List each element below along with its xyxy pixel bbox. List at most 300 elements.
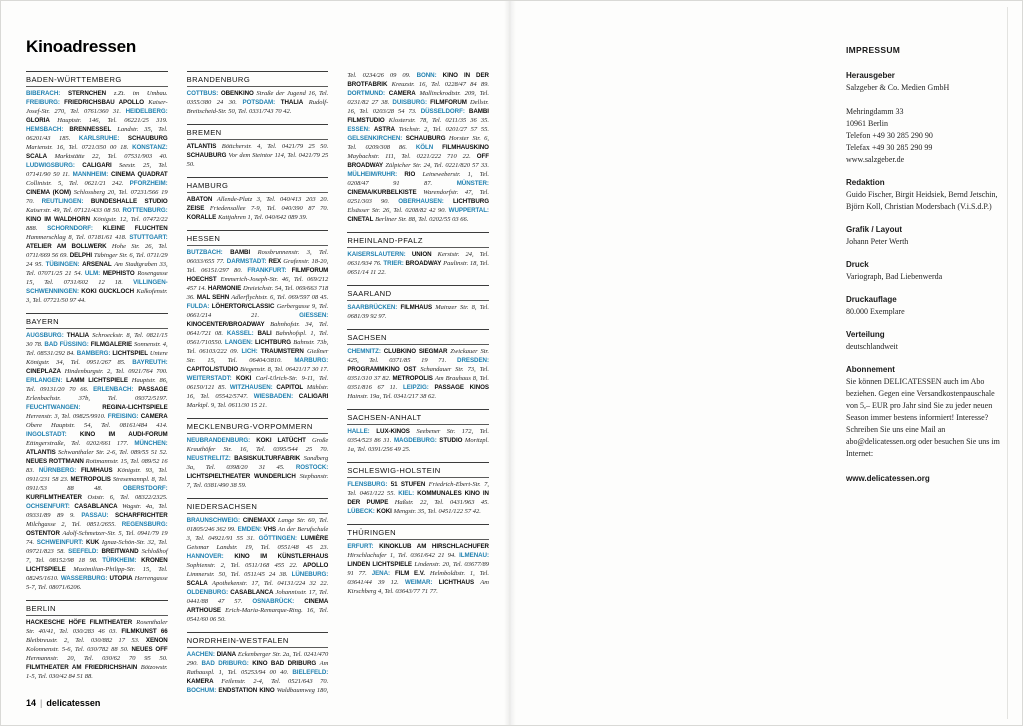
impressum-line: Mehringdamm 33: [846, 107, 904, 116]
section: [347, 285, 489, 321]
city-name: TRIER:: [383, 260, 404, 267]
section-entries: [347, 303, 489, 321]
venue-address: Wagstr. 4a, Tel. 09331/89 89 9.: [26, 503, 168, 519]
venue-name: LICHTSPIELTHEATER WUNDERLICH: [186, 473, 296, 480]
venue-name: SCHAUBURG: [186, 152, 227, 159]
venue-name: LINDEN LICHTSPIELE: [347, 561, 413, 568]
venue-address: Grafenstr. 18-20, Tel. 06151/297 80.: [186, 258, 329, 274]
venue-name: CINEMA/KURBELKISTE: [347, 189, 417, 196]
venue-address: Königstr. 93, Tel. 0911/231 58 23.: [26, 467, 168, 483]
section-entries: [187, 516, 329, 624]
venue-name: CAPITOL: [276, 384, 304, 391]
venue-address: Rottmannstr. 15, Tel. 089/52 16 83.: [26, 458, 168, 474]
city-name: BAYREUTH:: [132, 359, 168, 366]
venue-address: Zülpicher Str. 24, Tel. 0221/820 57 33.: [385, 162, 489, 169]
impressum-line: [846, 94, 1008, 106]
venue-address: Böttcherstr. 4, Tel. 0421/79 25 50.: [221, 143, 329, 150]
venue-address: Limmerstr. 50, Tel. 0511/45 24 38.: [186, 571, 288, 578]
venue-address: Allende-Platz 3, Tel. 040/413 203 20.: [216, 196, 329, 203]
section-entries: [347, 542, 489, 596]
venue-address: Schandauer Str. 73, Tel. 0351/310 37 82.: [347, 366, 489, 382]
venue-address: Am Rathauspl. 1, Tel. 05253/94 00 40.: [186, 660, 329, 676]
venue-name: KURFILMTHEATER: [26, 494, 82, 501]
venue-name: FILM E.V.: [394, 570, 425, 577]
city-name: HALLE:: [347, 428, 370, 435]
section: [187, 71, 329, 116]
venue-name: DIANA: [216, 651, 237, 658]
venue-address: Landstr. 35, Tel. 06201/43 185.: [26, 126, 168, 142]
venue-address: Friedrich-Ebert-Str. 7, Tel. 0461/122 55.: [347, 481, 489, 497]
city-name: MANNHEIM:: [72, 171, 109, 178]
venue-name: KINO IN DER BROTFABRIK: [347, 72, 489, 88]
city-name: EMDEN:: [237, 526, 262, 533]
venue-name: LUX-KINOS: [376, 428, 410, 435]
city-name: SCHORNDORF:: [47, 225, 93, 232]
venue-address: Hindenburgstr. 2, Tel. 0921/764 700.: [64, 368, 168, 375]
venue-address: Klosterstr. 78, Tel. 0211/35 36 35.: [388, 117, 489, 124]
impressum-block: [846, 260, 1008, 283]
impressum-block: [846, 365, 1008, 460]
section: [187, 230, 329, 410]
venue-name: APOLLO: [302, 562, 329, 569]
section-entries: [187, 142, 329, 169]
section-entries: [187, 89, 329, 116]
city-name: SAARBRÜCKEN:: [347, 304, 398, 311]
section-heading: HAMBURG: [187, 177, 329, 193]
venue-address: Kreuzstr. 16, Tel. 0228/47 84 89.: [391, 81, 489, 88]
section-heading: NORDRHEIN-WESTFALEN: [187, 632, 329, 648]
venue-address: Obere Hauptstr. 54, Tel. 08161/484 414.: [26, 422, 168, 429]
venue-name: ENDSTATION KINO: [218, 687, 275, 694]
venue-name: KINO IM WALDHORN: [26, 216, 91, 223]
impressum-line: Telefon +49 30 285 290 90: [846, 131, 933, 140]
city-name: REGENSBURG:: [121, 521, 168, 528]
venue-name: SCHARFRICHTER: [115, 512, 168, 519]
impressum-heading: IMPRESSUM: [846, 45, 901, 55]
city-name: AACHEN:: [186, 651, 215, 658]
city-name: FREISING:: [107, 413, 139, 420]
section-entries: [26, 618, 168, 681]
venue-address: Sandberg 3a, Tel. 0398/20 31 45.: [186, 455, 329, 471]
city-name: KASSEL:: [226, 330, 254, 337]
city-name: COTTBUS:: [186, 90, 219, 97]
city-name: KIEL:: [398, 490, 415, 497]
venue-name: BRENNESSEL: [69, 126, 112, 133]
venue-name: CASABLANCA: [230, 589, 274, 596]
venue-address: Bahnstr. 73b, Tel. 06103/222 09.: [186, 339, 329, 355]
venue-address: Große Krauthöfer Str. 16, Tel. 0395/544 25 70.: [186, 437, 329, 453]
venue-address: Bahnhofspl. 1, Tel. 0561/710550.: [186, 330, 329, 346]
impressum-label: Redaktion: [846, 178, 885, 187]
venue-name: CAPITOL/STUDIO: [186, 366, 239, 373]
impressum-label: Grafik / Layout: [846, 225, 903, 234]
city-name: NÜRNBERG:: [38, 467, 77, 474]
venue-address: Gerbergasse 9, Tel. 0661/214 21.: [186, 303, 329, 319]
venue-name: NEUES OFF: [131, 646, 168, 653]
section: [187, 418, 329, 490]
section-entries: [347, 480, 489, 516]
venue-address: Hirschlachufer 1, Tel. 0361/642 21 94.: [347, 552, 456, 559]
venue-name: METROPOLIS: [70, 476, 111, 483]
venue-address: Stephanstr. 7, Tel. 0381/490 38 59.: [186, 473, 329, 489]
venue-address: Friedensallee 7-9, Tel. 040/390 87 70.: [209, 205, 329, 212]
impressum-block: [846, 71, 1008, 166]
venue-name: STERNCHEN: [68, 90, 107, 97]
page-footer: [26, 698, 100, 708]
section: [26, 71, 168, 305]
venue-address: An der Berufschule 3, Tel. 04921/91 55 31.: [186, 526, 329, 542]
venue-address: Horster Str. 6, Tel. 0209/308 86.: [347, 135, 489, 151]
venue-address: Mengstr. 35, Tel. 0451/122 57 42.: [393, 508, 481, 515]
venue-address: Geismar Landstr. 19, Tel. 0551/48 45 23.: [186, 544, 329, 551]
venue-address: Biegenstr. 8, Tel. 06421/17 30 17.: [240, 366, 329, 373]
venue-address: Collinistr. 5, Tel. 0621/21 242.: [26, 180, 124, 187]
venue-name: FILMTHEATER AM FRIEDRICHSHAIN: [26, 664, 138, 671]
venue-address: Ignaz-Schön-Str. 32, Tel. 09721/823 58.: [26, 539, 168, 555]
city-name: FLENSBURG:: [347, 481, 388, 488]
city-name: BONN:: [416, 72, 437, 79]
venue-name: THALIA: [280, 99, 304, 106]
venue-name: PASSAGE KINOS: [434, 384, 489, 391]
venue-name: CAMERA: [140, 413, 168, 420]
section: [26, 313, 168, 592]
venue-name: KLEINE FLUCHTEN: [102, 225, 168, 232]
city-name: GÖTTINGEN:: [258, 535, 297, 542]
venue-name: CINEPLAZA: [26, 368, 61, 375]
section: [347, 524, 489, 596]
impressum-line: Variograph, Bad Liebenwerda: [846, 272, 943, 281]
venue-name: CASABLANCA: [74, 503, 118, 510]
venue-address: Feilenstr. 2-4, Tel. 0521/643 70.: [221, 678, 329, 685]
city-name: MÜLHEIM/RUHR:: [347, 171, 398, 178]
section: [187, 498, 329, 624]
venue-name: NEUES ROTTMANN: [26, 458, 84, 465]
venue-name: BREITWAND: [101, 548, 139, 555]
venue-address: Maximilian-Philipp-Str. 15, Tel. 08245/1610.: [26, 566, 168, 582]
venue-address: Carl-Ulrich-Str. 9-11, Tel. 06150/121 85.: [186, 375, 329, 391]
page-title: Kinoadressen: [26, 37, 137, 56]
city-name: PASSAU:: [81, 512, 109, 519]
venue-address: z.Zt. im Umbau.: [113, 90, 168, 97]
venue-address: Marienstr. 16, Tel. 0721/350 00 18.: [26, 144, 129, 151]
venue-address: Hermannstr. 20, Tel. 030/62 70 95 50.: [26, 655, 168, 662]
city-name: SCHWEINFURT:: [36, 539, 84, 546]
city-name: WUPPERTAL:: [448, 207, 489, 214]
city-name: WASSERBURG:: [60, 575, 108, 582]
venue-address: Kolonnenstr. 5-6, Tel. 030/782 88 50.: [26, 646, 129, 653]
city-name: POTSDAM:: [242, 99, 276, 106]
venue-address: Adolf-Schmetzer-Str. 5, Tel. 0941/79 19 74.: [26, 530, 168, 546]
section-heading: SACHSEN-ANHALT: [347, 409, 489, 425]
city-name: OBERSTDORF:: [122, 485, 168, 492]
venue-address: Kaiser-Josef-Str. 270, Tel. 0761/360 31.: [26, 99, 168, 115]
venue-address: Maybachstr. 111, Tel. 0221/222 710 22.: [347, 153, 471, 160]
city-name: BAD FÜSSING:: [44, 341, 89, 348]
venue-address: Kaiserstr. 49, Tel. 07121/433 08 50.: [26, 207, 121, 214]
venue-address: Bahnhofstr. 34, Tel. 0641/721 08.: [186, 321, 329, 337]
venue-name: 51 STUFEN: [390, 481, 426, 488]
venue-address: Zwickauer Str. 425, Tel. 0371/85 19 71.: [347, 348, 489, 364]
venue-address: Dreieichstr. 54, Tel. 069/663 718 36.: [186, 285, 329, 301]
venue-address: Kerststr. 24, Tel. 0631/934 76.: [347, 251, 489, 267]
venue-address: Mühlstr. 16, Tel. 05542/5747.: [186, 384, 329, 400]
venue-name: KRONEN LICHTSPIELE: [26, 557, 168, 573]
venue-name: BAMBI FILMSTUDIO: [347, 108, 489, 124]
city-name: ILMENAU:: [459, 552, 489, 559]
impressum-text: Sie können DELICATESSEN auch im Abo beziehen. Gegen eine Versandkostenpauschale von 5,– EUR pro Jahr sind Sie zu jeder neuen Season immer bestens informiert! Interesse? Schreiben Sie uns eine Mail an abo@delicatessen.org oder besuchen Sie uns im Internet:: [846, 377, 1000, 458]
section-heading: BAYERN: [26, 313, 168, 329]
section-entries: [187, 195, 329, 222]
venue-name: DELPHI: [69, 252, 93, 259]
venue-name: HARMONIE: [207, 285, 242, 292]
venue-name: CINEMAXX: [242, 517, 276, 524]
city-name: FREIBURG:: [26, 99, 60, 106]
impressum-line: Johann Peter Werth: [846, 237, 909, 246]
venue-name: KINO IM AUDI-FORUM: [79, 431, 168, 438]
impressum-label: Druck: [846, 260, 869, 269]
venue-address: Dellstr. 16, Tel. 0203/28 54 73.: [347, 99, 489, 115]
venue-address: Haßstr. 22, Tel. 0431/963 45.: [394, 499, 489, 506]
section-entries: [347, 250, 489, 277]
section-heading: THÜRINGEN: [347, 524, 489, 540]
venue-name: CINEMA (KOM): [26, 189, 71, 196]
venue-name: LAMM LICHTSPIELE: [66, 377, 128, 384]
section-entries: [26, 89, 168, 305]
venue-name: LÖHERTOR/CLASSIC: [211, 303, 275, 310]
venue-address: Rossbrunnenstr. 3, Tel. 06033/655 77.: [186, 249, 329, 265]
venue-address: Adlerflychtstr. 6, Tel. 069/597 08 45.: [231, 294, 329, 301]
venue-name: ASTRA: [373, 126, 395, 133]
venue-address: Straße der Jugend 16, Tel. 0355/380 24 30.: [186, 90, 329, 106]
venue-address: Gießner Str. 15, Tel. 06404/3810.: [186, 348, 329, 364]
venue-name: MEPHISTO: [102, 270, 135, 277]
city-name: INGOLSTADT:: [26, 431, 67, 438]
city-name: PFORZHEIM:: [129, 180, 168, 187]
venue-address: Teichstr. 2, Tel. 0201/27 57 55.: [398, 126, 489, 133]
magazine-name: delicatessen: [46, 698, 101, 708]
venue-name: KINO BAD DRIBURG: [252, 660, 317, 667]
city-name: DÜSSELDORF:: [420, 108, 465, 115]
venue-address: Marktpl. 9, Tel. 0611/30 15 21.: [186, 402, 268, 409]
venue-address: Kalkofenstr. 3, Tel. 07721/50 97 44.: [26, 288, 168, 304]
venue-address: Oststr. 6, Tel. 08322/2325.: [87, 494, 168, 501]
city-name: MAGDEBURG:: [393, 437, 437, 444]
venue-name: OSTENTOR: [26, 530, 60, 537]
page-number: 14: [26, 698, 37, 708]
venue-name: CINETAL: [347, 216, 374, 223]
venue-address: Untere Königstr. 34, Tel. 0951/267 85.: [26, 350, 168, 366]
impressum-block: [846, 225, 1008, 248]
venue-address: Eckenberger Str. 2a, Tel. 0241/470 290.: [186, 651, 329, 667]
city-name: LICH:: [241, 348, 258, 355]
venue-address: Schwanthaler Str. 2-6, Tel. 089/55 51 52.: [58, 449, 168, 456]
city-name: KÖLN: [415, 144, 434, 151]
city-name: BAD DRIBURG:: [201, 660, 249, 667]
venue-name: FILMHAUS: [80, 467, 113, 474]
venue-name: LICHTBURG: [255, 339, 291, 346]
city-name: JENA:: [371, 570, 391, 577]
venue-address: Hainstr. 19a, Tel. 0341/217 38 62.: [347, 393, 437, 400]
city-name: BIELEFELD:: [292, 669, 329, 676]
venue-name: KORALLE: [186, 214, 217, 221]
venue-address: Hauptstr. 86, Tel. 09131/20 70 66.: [26, 377, 168, 393]
venue-address: Warendorfstr. 47, Tel. 0251/303 90.: [347, 189, 489, 205]
city-name: ESSEN:: [347, 126, 371, 133]
city-name: VILLINGEN-SCHWENNINGEN:: [26, 279, 168, 295]
section-entries: [187, 248, 329, 410]
venue-address: Herrengasse 5-7, Tel. 08071/6206.: [26, 575, 168, 591]
city-name: WIESBADEN:: [253, 393, 294, 400]
venue-name: FILMGALERIE: [90, 341, 133, 348]
city-name: HEIDELBERG:: [125, 108, 168, 115]
venue-address: Milchgasse 2, Tel. 0851/2655.: [26, 521, 117, 528]
venue-name: FILMHAUS: [400, 304, 433, 311]
city-name: ERLENBACH:: [93, 386, 134, 393]
venue-address: Kattjahren 1, Tel. 040/642 089 39.: [217, 214, 308, 221]
venue-address: Apothekenstr. 17, Tel. 04131/224 32 22.: [212, 580, 329, 587]
city-name: MARBURG:: [294, 357, 329, 364]
venue-name: KUK: [85, 539, 100, 546]
city-name: ULM:: [84, 270, 101, 277]
venue-name: BALI: [257, 330, 272, 337]
venue-address: Am Brauhaus 8, Tel. 0351/816 67 11.: [347, 375, 489, 391]
venue-name: KINOKLUB AM HIRSCHLACHUFER: [379, 543, 489, 550]
venue-address: Seebener Str. 172, Tel. 0354/523 86 31.: [347, 428, 489, 444]
venue-name: FILMFORUM: [430, 99, 467, 106]
venue-address: Waldbaumweg 180, Tel. 0234/26 09 09.: [276, 72, 411, 694]
venue-address: Lange Str. 60, Tel. 01805/246 362 99.: [186, 517, 329, 533]
venue-address: Hohe Str. 26, Tel. 0711/669 56 69.: [26, 243, 168, 259]
venue-address: Elsässer Str. 26, Tel. 0208/82 42 90.: [347, 207, 447, 214]
venue-address: Ettingerstraße, Tel. 0202/661 177.: [26, 440, 129, 447]
impressum-label: Herausgeber: [846, 71, 895, 80]
city-name: LEIPZIG:: [403, 384, 429, 391]
impressum-website: www.delicatessen.org: [846, 474, 930, 483]
section-entries: [347, 347, 489, 401]
venue-address: Seestr. 25, Tel. 07141/90 50 11.: [26, 162, 168, 178]
section-heading: NIEDERSACHSEN: [187, 498, 329, 514]
city-name: OLDENBURG:: [186, 589, 229, 596]
city-name: REUTLINGEN:: [41, 198, 84, 205]
city-name: STUTTGART:: [129, 234, 168, 241]
venue-name: ATLANTIS: [26, 449, 56, 456]
city-name: ERLANGEN:: [26, 377, 63, 384]
city-name: NEUBRANDENBURG:: [186, 437, 251, 444]
section-heading: BERLIN: [26, 600, 168, 616]
venue-address: Bötzowstr. 1-5, Tel. 030/42 84 51 88.: [26, 664, 168, 680]
venue-name: THALIA: [66, 332, 90, 339]
venue-address: Emmerich-Joseph-Str. 46, Tel. 069/212 457 14.: [186, 276, 329, 292]
venue-name: PASSAGE: [138, 386, 168, 393]
venue-name: CALIGARI: [298, 393, 329, 400]
venue-name: FRIEDRICHSBAU APOLLO: [64, 99, 145, 106]
venue-name: LICHTSPIEL: [112, 350, 148, 357]
venue-address: Johannisstr. 17, Tel. 0441/88 47 57.: [186, 589, 329, 605]
venue-name: SCHAUBURG: [405, 135, 446, 142]
city-name: BOCHUM:: [186, 687, 217, 694]
venue-name: KAMERA: [186, 678, 214, 685]
section-entries: [26, 331, 168, 592]
impressum-block: [846, 295, 1008, 318]
venue-name: REGINA-LICHTSPIELE: [102, 404, 168, 411]
venue-name: HACKESCHE HÖFE FILMTHEATER: [26, 619, 133, 626]
venue-name: CAMERA: [388, 90, 416, 97]
venue-name: GLORIA: [26, 117, 50, 124]
section-heading: BREMEN: [187, 124, 329, 140]
venue-name: OBENKINO: [220, 90, 254, 97]
venue-name: FILMKUNST 66: [121, 628, 168, 635]
city-name: CHEMNITZ:: [347, 348, 381, 355]
venue-name: CINEMA QUADRAT: [111, 171, 168, 178]
city-name: ERFURT:: [347, 543, 374, 550]
venue-address: Am Kirschberg 4, Tel. 03643/77 71 77.: [347, 579, 489, 595]
city-name: DARMSTADT:: [226, 258, 267, 265]
impressum: [846, 45, 1008, 483]
city-name: NEUSTRELITZ:: [186, 455, 231, 462]
venue-address: Paulinstr. 18, Tel. 0651/14 11 22.: [347, 260, 489, 276]
venue-name: FILMHAUSKINO: [442, 144, 489, 151]
venue-name: TRAUMSTERN: [260, 348, 304, 355]
venue-name: UTOPIA: [109, 575, 133, 582]
section: [187, 124, 329, 169]
section: [187, 177, 329, 222]
venue-address: Rosengasse 15, Tel. 0731/602 12 18.: [26, 270, 168, 286]
venue-address: Bleibtreustr. 2, Tel. 030/882 17 53.: [26, 637, 140, 644]
city-name: TÜRKHEIM:: [102, 557, 137, 564]
venue-address: Hammerschlag 8, Tel. 07181/61 418.: [26, 234, 127, 241]
venue-address: Herrenstr. 3, Tel. 09825/9910.: [26, 413, 106, 420]
venue-name: STUDIO: [439, 437, 463, 444]
city-name: TÜBINGEN:: [45, 261, 80, 268]
venue-name: KINO IM KÜNSTLERHAUS: [234, 553, 329, 560]
city-name: FRANKFURT:: [247, 267, 287, 274]
venue-name: PROGRAMMKINO OST: [347, 366, 417, 373]
venue-name: FILMFORUM HOECHST: [186, 267, 329, 283]
section: [26, 600, 168, 681]
venue-name: RIO: [404, 171, 416, 178]
city-name: BAMBERG:: [76, 350, 111, 357]
city-name: BUTZBACH:: [186, 249, 223, 256]
city-name: WITZHAUSEN:: [229, 384, 273, 391]
venue-name: MAL SEHN: [196, 294, 230, 301]
venue-name: LICHTBURG: [452, 198, 489, 205]
venue-name: VHS: [263, 526, 277, 533]
impressum-block: [846, 178, 1008, 213]
impressum-line: 80.000 Exemplare: [846, 307, 905, 316]
venue-address: Lindenstr. 20, Tel. 03677/89 91 77.: [347, 561, 489, 577]
city-name: LUDWIGSBURG:: [26, 162, 75, 169]
venue-address: Stresemannpl. 8, Tel. 0911/53 88 48.: [26, 476, 168, 492]
venue-name: LUMIÈRE: [300, 535, 329, 542]
city-name: KAISERSLAUTERN:: [347, 251, 406, 258]
impressum-label: Druckauflage: [846, 295, 897, 304]
section-entries: [347, 427, 489, 454]
venue-name: KOMMUNALES KINO IN DER PUMPE: [347, 490, 489, 506]
section-heading: HESSEN: [187, 230, 329, 246]
city-name: DUISBURG:: [392, 99, 428, 106]
city-name: BIBERACH:: [26, 90, 61, 97]
city-name: DRESDEN:: [457, 357, 489, 364]
city-name: LÜBECK:: [347, 508, 375, 515]
venue-name: ATELIER AM BOLLWERK: [26, 243, 107, 250]
venue-address: Am Stadtgraben 33, Tel. 07071/25 21 54.: [26, 261, 168, 277]
city-name: WEITERSTADT:: [186, 375, 232, 382]
venue-address: Sophienstr. 2, Tel. 0511/168 455 22.: [186, 562, 298, 569]
impressum-line: Salzgeber & Co. Medien GmbH: [846, 83, 950, 92]
venue-name: CINEMA ARTHOUSE: [186, 598, 329, 614]
venue-address: Schroeckstr. 8, Tel. 0821/15 30 78.: [26, 332, 168, 348]
section-heading: RHEINLAND-PFALZ: [347, 232, 489, 248]
